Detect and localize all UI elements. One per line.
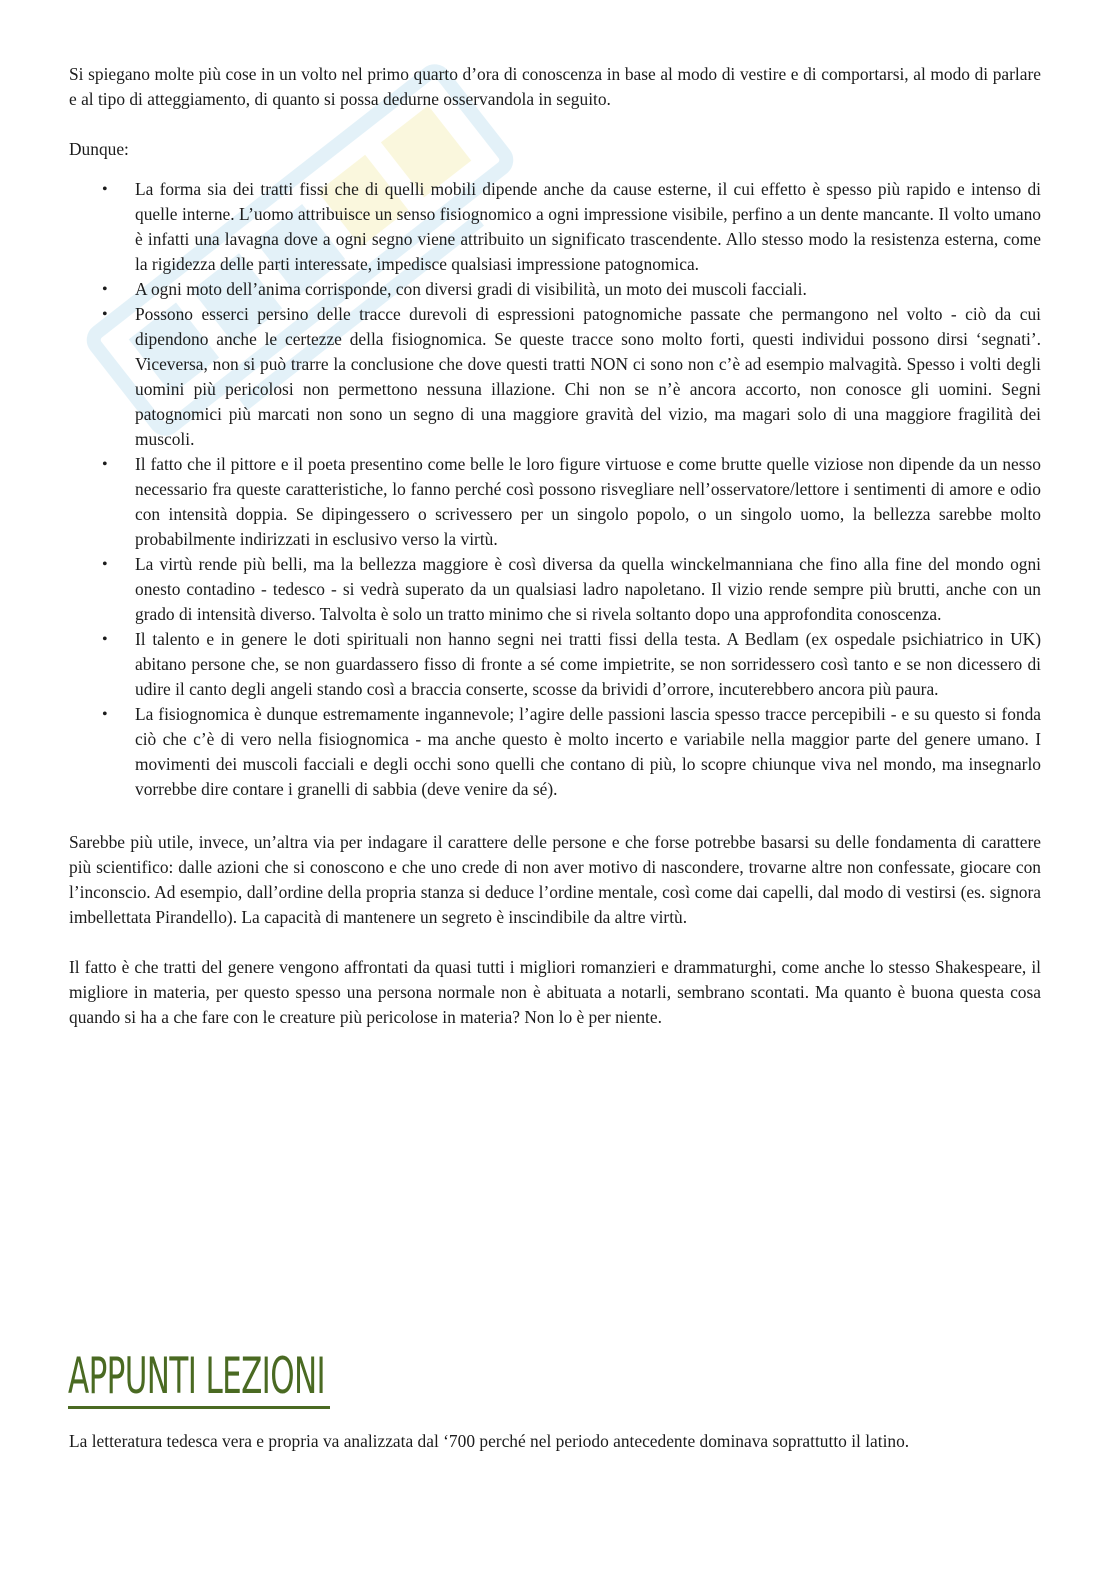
list-item-text: La fisiognomica è dunque estremamente ingannevole; l’agire delle passioni lascia spesso tracce percepibili - e su questo si fonda ciò che c’è di vero nella fisiognomica - ma anche questo è molto incerto e variabile nella maggior parte del genere umano. I movimenti dei muscoli facciali e degli occhi sono quelli che contano di più, lo scopre chiunque viva nel mondo, ma insegnarlo vorrebbe dire contare i granelli di sabbia (deve venire da sé). — [135, 704, 1041, 799]
list-item — [102, 452, 1041, 552]
bullet-icon: • — [102, 456, 108, 473]
dunque-label: Dunque: — [69, 139, 129, 159]
paragraph-shakespeare: Il fatto è che tratti del genere vengono affrontati da quasi tutti i migliori romanzieri e drammaturghi, come anche lo stesso Shakespeare, il migliore in materia, per questo spesso una persona normale non è abituata a notarli, sembrano scontati. Ma quanto è buona questa cosa quando si ha a che fare con le creature più pericolose in materia? Non lo è per niente. — [69, 957, 1041, 1027]
paragraph-letteratura: La letteratura tedesca vera e propria va analizzata dal ‘700 perché nel periodo antecedente dominava soprattutto il latino. — [69, 1431, 910, 1451]
bullet-icon: • — [102, 706, 108, 723]
list-item-text: La forma sia dei tratti fissi che di quelli mobili dipende anche da cause esterne, il cui effetto è spesso più rapido e intenso di quelle interne. L’uomo attribuisce un senso fisiognomico a ogni impressione visibile, perfino a un dente mancante. Il volto umano è infatti una lavagna dove a ogni segno viene attribuito un significato trascendente. Allo stesso modo la resistenza esterna, come la rigidezza delle parti interessate, impedisce qualsiasi impressione patognomica. — [135, 179, 1041, 274]
bullet-icon: • — [102, 281, 108, 298]
list-item — [102, 627, 1041, 702]
list-item-text: La virtù rende più belli, ma la bellezza maggiore è così diversa da quella winckelmanniana che fino alla fine del mondo ogni onesto contadino - tedesco - si vedrà superato da un qualsiasi ladro napoletano. Il vizio rende sempre più brutti, anche con un grado di intensità diverso. Talvolta è solo un tratto minimo che si rivela soltanto dopo una approfondita conoscenza. — [135, 554, 1041, 624]
paragraph-utile: Sarebbe più utile, invece, un’altra via per indagare il carattere delle persone e che forse potrebbe basarsi su delle fondamenta di carattere più scientifico: dalle azioni che si conoscono e che uno crede di non aver motivo di nascondere, trovarne altre non confessate, giocare con l’inconscio. Ad esempio, dall’ordine della propria stanza si deduce l’ordine mentale, così come dai capelli, dal modo di vestirsi (es. signora imbellettata Pirandello). La capacità di mantenere un segreto è inscindibile da altre virtù. — [69, 832, 1041, 927]
list-item — [102, 302, 1041, 452]
document-body — [69, 62, 1041, 1030]
list-item — [102, 277, 1041, 302]
bullet-icon: • — [102, 631, 108, 648]
section-heading-underline — [68, 1406, 330, 1409]
list-item-text: Il fatto che il pittore e il poeta presentino come belle le loro figure virtuose e come brutte quelle viziose non dipende da un nesso necessario fra queste caratteristiche, lo fanno perché così possono risvegliare nell’osservatore/lettore i sentimenti di amore e odio con intensità doppia. Se dipingessero o scrivessero per un singolo popolo, o un singolo uomo, la bellezza sarebbe molto probabilmente indirizzati in esclusivo verso la virtù. — [135, 454, 1041, 549]
list-item-text: Il talento e in genere le doti spirituali non hanno segni nei tratti fissi della testa. A Bedlam (ex ospedale psichiatrico in UK) abitano persone che, se non guardassero fisso di fronte a sé come impietrite, se non sorridessero così tanto e se non dicessero di udire il canto degli angeli stando così a braccia conserte, scosse da brividi d’orrore, incuterebbero ancora più paura. — [135, 629, 1041, 699]
section-heading: APPUNTI LEZIONI — [68, 1347, 326, 1405]
intro-paragraph: Si spiegano molte più cose in un volto nel primo quarto d’ora di conoscenza in base al modo di vestire e di comportarsi, al modo di parlare e al tipo di atteggiamento, di quanto si possa dedurne osservandola in seguito. — [69, 64, 1041, 109]
list-item-text: A ogni moto dell’anima corrisponde, con diversi gradi di visibilità, un moto dei muscoli facciali. — [135, 279, 807, 299]
list-item-text: Possono esserci persino delle tracce durevoli di espressioni patognomiche passate che permangono nel volto - ciò da cui dipendono anche le certezze della fisiognomica. Se queste tracce sono molto forti, questi individui possono dirsi ‘segnati’. Viceversa, non si può trarre la conclusione che dove questi tratti NON ci sono non c’è ad esempio malvagità. Spesso i volti degli uomini più pericolosi non permettono nessuna illazione. Chi non se n’è ancora accorto, non conosce gli uomini. Segni patognomici più marcati non sono un segno di una maggiore gravità del vizio, ma magari solo di una maggiore fragilità dei muscoli. — [135, 304, 1041, 449]
bullet-list — [69, 177, 1041, 802]
bullet-icon: • — [102, 306, 108, 323]
bullet-icon: • — [102, 181, 108, 198]
bullet-icon: • — [102, 556, 108, 573]
list-item — [102, 177, 1041, 277]
list-item — [102, 702, 1041, 802]
list-item — [102, 552, 1041, 627]
